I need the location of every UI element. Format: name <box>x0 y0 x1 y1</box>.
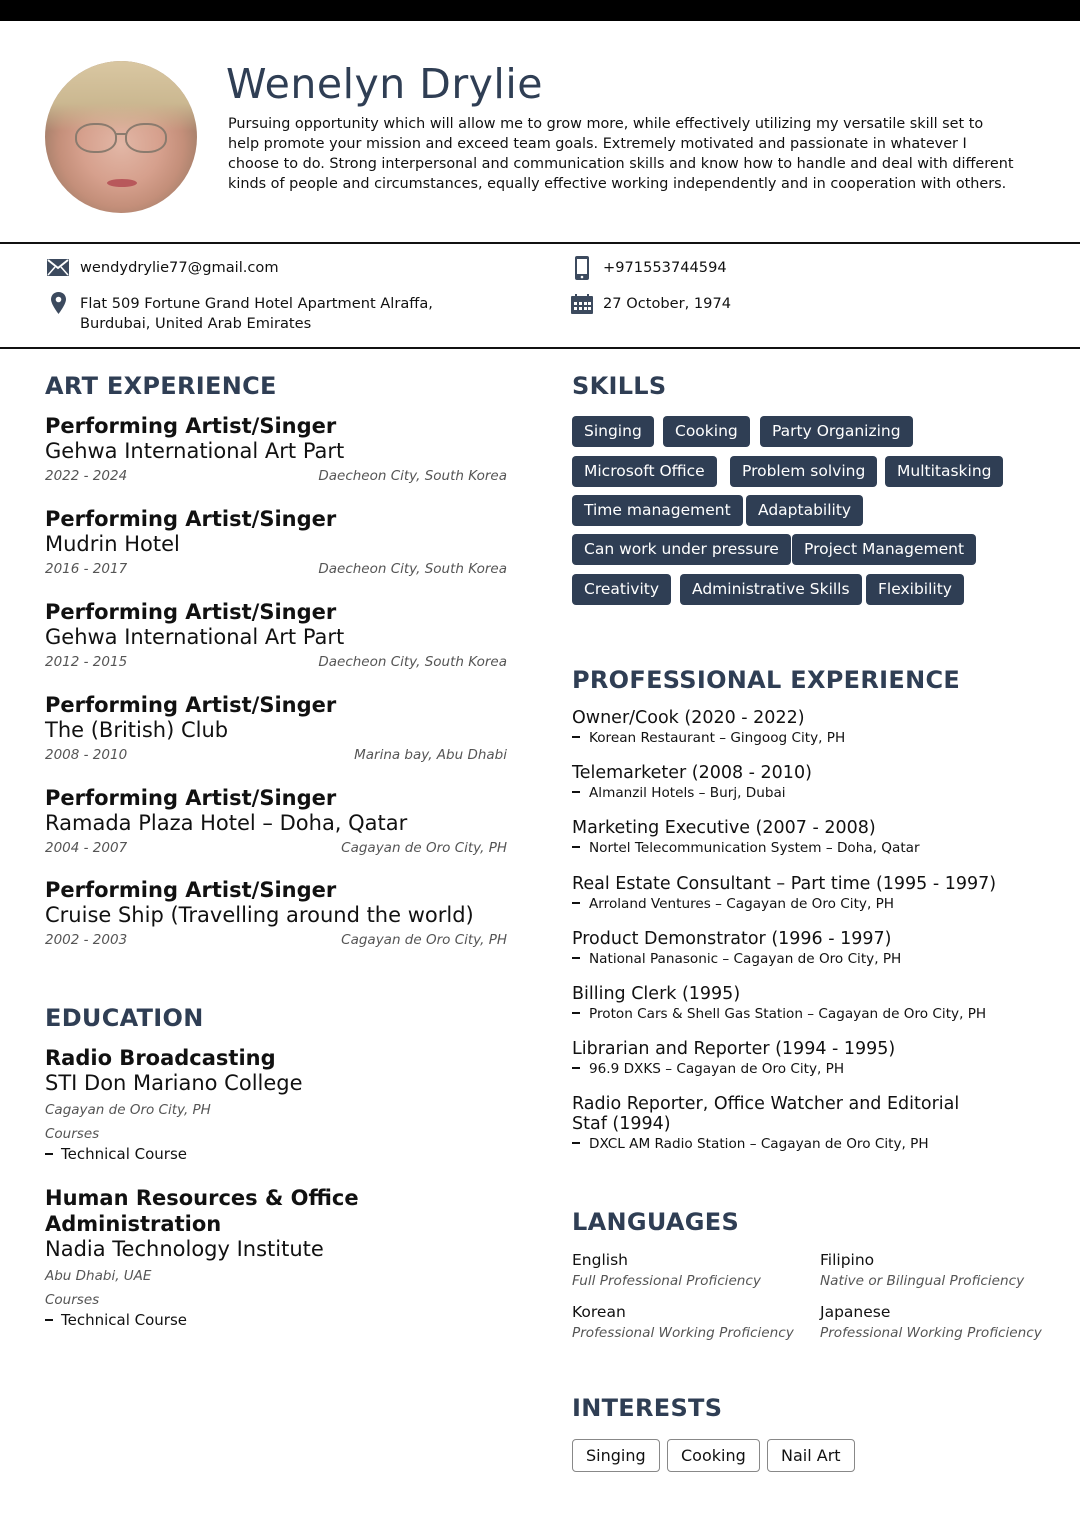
position-title: Radio Reporter, Office Watcher and Editorial Staf (1994) <box>572 1094 960 1134</box>
professional-experience-item <box>572 874 1042 913</box>
professional-experience-item <box>572 763 1042 802</box>
skill-tag: Party Organizing <box>760 416 913 447</box>
courses-label: Courses <box>45 1126 100 1142</box>
language-name: Japanese <box>820 1303 891 1321</box>
calendar-icon <box>571 294 593 318</box>
job-place: Daecheon City, South Korea <box>318 654 507 670</box>
profile-photo <box>45 61 197 213</box>
position-detail: 96.9 DXKS – Cagayan de Oro City, PH <box>572 1060 1042 1078</box>
job-place: Daecheon City, South Korea <box>318 561 507 577</box>
language-item <box>572 1302 812 1343</box>
interest-tag: Cooking <box>667 1439 760 1472</box>
section-title-languages: LANGUAGES <box>572 1208 740 1236</box>
skill-tag: Creativity <box>572 574 671 605</box>
section-title-skills: SKILLS <box>572 372 667 400</box>
address <box>80 294 433 334</box>
professional-experience-item <box>572 1039 1042 1078</box>
job-dates: 2002 - 2003 <box>45 932 128 948</box>
section-title-interests: INTERESTS <box>572 1394 723 1422</box>
language-item <box>820 1250 1060 1291</box>
degree: Radio Broadcasting <box>45 1046 276 1070</box>
job-dates: 2004 - 2007 <box>45 840 128 856</box>
position-detail: DXCL AM Radio Station – Cagayan de Oro City, PH <box>572 1135 992 1153</box>
skill-tag: Can work under pressure <box>572 534 791 565</box>
job-dates: 2022 - 2024 <box>45 468 128 484</box>
job-role: Performing Artist/Singer <box>45 693 337 717</box>
art-experience-item <box>45 785 507 860</box>
address-line-1: Flat 509 Fortune Grand Hotel Apartment Alraffa, <box>80 295 433 312</box>
phone-number: +971553744594 <box>603 259 727 276</box>
professional-experience-item <box>572 1094 992 1153</box>
education-item <box>45 1185 515 1330</box>
top-bar <box>0 0 1080 21</box>
job-dates: 2008 - 2010 <box>45 747 128 763</box>
section-title-professional-experience: PROFESSIONAL EXPERIENCE <box>572 666 961 694</box>
skill-tag: Administrative Skills <box>680 574 862 605</box>
school: STI Don Mariano College <box>45 1071 303 1095</box>
language-name: English <box>572 1251 628 1269</box>
skill-tag: Project Management <box>792 534 976 565</box>
birth-date: 27 October, 1974 <box>603 295 732 312</box>
courses-label: Courses <box>45 1292 100 1308</box>
art-experience-item <box>45 506 507 581</box>
job-organization: Cruise Ship (Travelling around the world) <box>45 903 474 927</box>
school: Nadia Technology Institute <box>45 1237 324 1261</box>
address-line-2: Burdubai, United Arab Emirates <box>80 315 312 332</box>
course-item: Technical Course <box>45 1144 515 1164</box>
job-dates: 2016 - 2017 <box>45 561 128 577</box>
position-detail: Proton Cars & Shell Gas Station – Cagayan de Oro City, PH <box>572 1005 1042 1023</box>
job-place: Marina bay, Abu Dhabi <box>354 747 507 763</box>
skill-tag: Adaptability <box>746 495 863 526</box>
degree: Human Resources & Office Administration <box>45 1186 359 1236</box>
job-place: Cagayan de Oro City, PH <box>341 932 507 948</box>
position-title: Billing Clerk (1995) <box>572 984 741 1004</box>
position-title: Real Estate Consultant – Part time (1995 - 1997) <box>572 874 997 894</box>
art-experience-item <box>45 413 507 488</box>
job-role: Performing Artist/Singer <box>45 600 337 624</box>
position-detail: Nortel Telecommunication System – Doha, Qatar <box>572 839 1042 857</box>
divider-contact <box>0 347 1080 349</box>
art-experience-item <box>45 599 507 674</box>
professional-experience-item <box>572 818 1042 857</box>
position-detail: Korean Restaurant – Gingoog City, PH <box>572 729 1042 747</box>
interest-tag: Nail Art <box>767 1439 855 1472</box>
education-item <box>45 1045 515 1164</box>
professional-experience-item <box>572 929 1042 968</box>
course-item: Technical Course <box>45 1310 515 1330</box>
language-level: Full Professional Proficiency <box>572 1273 761 1289</box>
position-title: Librarian and Reporter (1994 - 1995) <box>572 1039 896 1059</box>
job-organization: Mudrin Hotel <box>45 532 180 556</box>
candidate-name: Wenelyn Drylie <box>226 60 543 108</box>
job-organization: Gehwa International Art Part <box>45 439 345 463</box>
professional-experience-item <box>572 984 1042 1023</box>
skill-tag: Multitasking <box>885 456 1003 487</box>
professional-experience-item <box>572 708 1042 747</box>
divider-top <box>0 242 1080 244</box>
language-level: Professional Working Proficiency <box>572 1325 794 1341</box>
language-name: Filipino <box>820 1251 875 1269</box>
art-experience-item <box>45 877 507 952</box>
position-detail: Almanzil Hotels – Burj, Dubai <box>572 784 1042 802</box>
job-place: Daecheon City, South Korea <box>318 468 507 484</box>
profile-summary: Pursuing opportunity which will allow me to grow more, while effectively utilizing my versatile skill set to help promote your mission and exceed team goals. Extremely motivated and passionate in whatever I choose to do. Strong interpersonal and communication skills and know how to handle and deal with different kinds of people and circumstances, equally effective working independently and in cooperation with others. <box>228 116 1014 192</box>
job-organization: The (British) Club <box>45 718 229 742</box>
job-role: Performing Artist/Singer <box>45 507 337 531</box>
job-role: Performing Artist/Singer <box>45 786 337 810</box>
position-title: Telemarketer (2008 - 2010) <box>572 763 812 783</box>
position-detail: Arroland Ventures – Cagayan de Oro City, PH <box>572 895 1042 913</box>
position-title: Product Demonstrator (1996 - 1997) <box>572 929 892 949</box>
section-title-art-experience: ART EXPERIENCE <box>45 372 277 400</box>
position-title: Owner/Cook (2020 - 2022) <box>572 708 805 728</box>
skill-tag: Time management <box>572 495 743 526</box>
skill-tag: Flexibility <box>866 574 964 605</box>
language-name: Korean <box>572 1303 626 1321</box>
job-organization: Gehwa International Art Part <box>45 625 345 649</box>
envelope-icon <box>47 259 69 280</box>
position-detail: National Panasonic – Cagayan de Oro City, PH <box>572 950 1042 968</box>
school-location: Cagayan de Oro City, PH <box>45 1102 211 1118</box>
skill-tag: Cooking <box>663 416 750 447</box>
job-role: Performing Artist/Singer <box>45 414 337 438</box>
language-item <box>572 1250 812 1291</box>
language-level: Professional Working Proficiency <box>820 1325 1042 1341</box>
section-title-education: EDUCATION <box>45 1004 204 1032</box>
job-role: Performing Artist/Singer <box>45 878 337 902</box>
position-title: Marketing Executive (2007 - 2008) <box>572 818 876 838</box>
school-location: Abu Dhabi, UAE <box>45 1268 152 1284</box>
skill-tag: Microsoft Office <box>572 456 717 487</box>
job-organization: Ramada Plaza Hotel – Doha, Qatar <box>45 811 408 835</box>
interest-tag: Singing <box>572 1439 660 1472</box>
mobile-phone-icon <box>575 256 589 284</box>
skill-tag: Problem solving <box>730 456 877 487</box>
job-place: Cagayan de Oro City, PH <box>341 840 507 856</box>
location-pin-icon <box>51 292 66 318</box>
email-link[interactable]: wendydrylie77@gmail.com <box>80 259 279 276</box>
language-level: Native or Bilingual Proficiency <box>820 1273 1025 1289</box>
art-experience-item <box>45 692 507 767</box>
language-item <box>820 1302 1060 1343</box>
job-dates: 2012 - 2015 <box>45 654 128 670</box>
skill-tag: Singing <box>572 416 654 447</box>
